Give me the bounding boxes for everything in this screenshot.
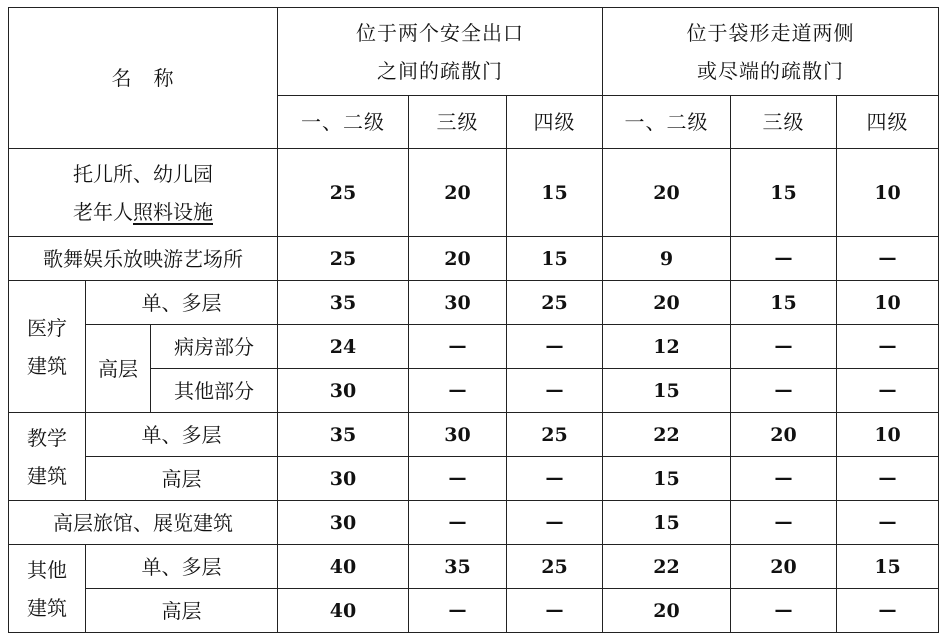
table-row-hotel bbox=[9, 501, 939, 545]
group-label-education bbox=[9, 413, 86, 501]
row-label-medical-high: 高层 bbox=[86, 325, 151, 413]
value-cell: — bbox=[507, 325, 603, 369]
value-cell: 10 bbox=[837, 149, 939, 237]
others-group-line2: 建筑 bbox=[27, 595, 67, 620]
value-cell: 25 bbox=[507, 413, 603, 457]
table-row-medical-ward bbox=[9, 325, 939, 369]
value-cell: — bbox=[409, 501, 507, 545]
medical-group-line1: 医疗 bbox=[27, 315, 67, 340]
header-group2-line2: 或尽端的疏散门 bbox=[697, 58, 845, 83]
table-row-others-multi bbox=[9, 545, 939, 589]
value-cell: 10 bbox=[837, 413, 939, 457]
group-label-others bbox=[9, 545, 86, 633]
row-label-hotel: 高层旅馆、展览建筑 bbox=[9, 501, 278, 545]
kindergarten-label-care-facility: 照料设施 bbox=[133, 199, 213, 224]
row-label-medical-ward: 病房部分 bbox=[151, 325, 278, 369]
value-cell: 15 bbox=[731, 149, 837, 237]
value-cell: — bbox=[837, 325, 939, 369]
header-group-dead-end bbox=[603, 8, 939, 96]
kindergarten-label-elderly: 老年人 bbox=[73, 199, 133, 224]
value-cell: 25 bbox=[278, 237, 409, 281]
value-cell: — bbox=[409, 369, 507, 413]
header-name-cell bbox=[9, 8, 278, 149]
value-cell: 15 bbox=[603, 369, 731, 413]
value-cell: — bbox=[409, 589, 507, 633]
header-group1-line2: 之间的疏散门 bbox=[377, 58, 504, 83]
value-cell: — bbox=[409, 325, 507, 369]
header-group-between-exits bbox=[278, 8, 603, 96]
table-row-entertainment bbox=[9, 237, 939, 281]
header-level-3-b: 三级 bbox=[731, 96, 837, 149]
header-level-12-a: 一、二级 bbox=[278, 96, 409, 149]
value-cell: 15 bbox=[507, 237, 603, 281]
value-cell: 10 bbox=[837, 281, 939, 325]
row-label-kindergarten bbox=[9, 149, 278, 237]
value-cell: 20 bbox=[409, 149, 507, 237]
header-group2-line1: 位于袋形走道两侧 bbox=[686, 20, 855, 45]
value-cell: 20 bbox=[409, 237, 507, 281]
table-row-education-high bbox=[9, 457, 939, 501]
row-label-others-multi: 单、多层 bbox=[86, 545, 278, 589]
row-label-others-high: 高层 bbox=[86, 589, 278, 633]
value-cell: — bbox=[507, 589, 603, 633]
value-cell: 30 bbox=[278, 369, 409, 413]
row-label-medical-other: 其他部分 bbox=[151, 369, 278, 413]
education-group-line2: 建筑 bbox=[27, 463, 67, 488]
value-cell: — bbox=[837, 237, 939, 281]
evacuation-distance-table bbox=[8, 7, 939, 633]
header-level-4-a: 四级 bbox=[507, 96, 603, 149]
value-cell: — bbox=[837, 457, 939, 501]
value-cell: — bbox=[507, 501, 603, 545]
value-cell: 30 bbox=[278, 501, 409, 545]
value-cell: 35 bbox=[278, 413, 409, 457]
value-cell: 12 bbox=[603, 325, 731, 369]
value-cell: 30 bbox=[409, 413, 507, 457]
value-cell: 15 bbox=[837, 545, 939, 589]
header-name-label: 名 称 bbox=[111, 66, 175, 90]
header-level-4-b: 四级 bbox=[837, 96, 939, 149]
header-group1-line1: 位于两个安全出口 bbox=[356, 20, 525, 45]
education-group-line1: 教学 bbox=[27, 425, 67, 450]
row-label-education-high: 高层 bbox=[86, 457, 278, 501]
header-level-3-a: 三级 bbox=[409, 96, 507, 149]
value-cell: 9 bbox=[603, 237, 731, 281]
row-label-education-multi: 单、多层 bbox=[86, 413, 278, 457]
value-cell: 35 bbox=[278, 281, 409, 325]
value-cell: 25 bbox=[507, 281, 603, 325]
value-cell: 20 bbox=[731, 413, 837, 457]
value-cell: — bbox=[731, 589, 837, 633]
value-cell: — bbox=[409, 457, 507, 501]
value-cell: — bbox=[837, 501, 939, 545]
value-cell: — bbox=[731, 369, 837, 413]
row-label-entertainment: 歌舞娱乐放映游艺场所 bbox=[9, 237, 278, 281]
value-cell: 22 bbox=[603, 545, 731, 589]
table-row-kindergarten bbox=[9, 149, 939, 237]
header-level-12-b: 一、二级 bbox=[603, 96, 731, 149]
value-cell: — bbox=[837, 589, 939, 633]
value-cell: 30 bbox=[409, 281, 507, 325]
value-cell: 25 bbox=[278, 149, 409, 237]
value-cell: 20 bbox=[731, 545, 837, 589]
value-cell: 15 bbox=[603, 501, 731, 545]
value-cell: 24 bbox=[278, 325, 409, 369]
value-cell: 15 bbox=[507, 149, 603, 237]
value-cell: 20 bbox=[603, 149, 731, 237]
value-cell: — bbox=[731, 501, 837, 545]
medical-group-line2: 建筑 bbox=[27, 353, 67, 378]
others-group-line1: 其他 bbox=[27, 557, 67, 582]
table-row-others-high bbox=[9, 589, 939, 633]
value-cell: — bbox=[731, 325, 837, 369]
table-row-education-multi bbox=[9, 413, 939, 457]
kindergarten-label-line2 bbox=[9, 193, 277, 231]
value-cell: 40 bbox=[278, 589, 409, 633]
value-cell: 35 bbox=[409, 545, 507, 589]
evacuation-distance-table-wrapper bbox=[8, 7, 939, 633]
table-row-medical-multi bbox=[9, 281, 939, 325]
value-cell: 20 bbox=[603, 281, 731, 325]
value-cell: — bbox=[731, 457, 837, 501]
value-cell: 30 bbox=[278, 457, 409, 501]
value-cell: 15 bbox=[603, 457, 731, 501]
value-cell: 22 bbox=[603, 413, 731, 457]
kindergarten-label-line1: 托儿所、幼儿园 bbox=[73, 161, 213, 186]
value-cell: — bbox=[837, 369, 939, 413]
value-cell: 20 bbox=[603, 589, 731, 633]
value-cell: — bbox=[507, 369, 603, 413]
value-cell: 15 bbox=[731, 281, 837, 325]
value-cell: 40 bbox=[278, 545, 409, 589]
row-label-medical-multi: 单、多层 bbox=[86, 281, 278, 325]
value-cell: 25 bbox=[507, 545, 603, 589]
value-cell: — bbox=[507, 457, 603, 501]
header-row-groups bbox=[9, 8, 939, 96]
value-cell: — bbox=[731, 237, 837, 281]
group-label-medical bbox=[9, 281, 86, 413]
